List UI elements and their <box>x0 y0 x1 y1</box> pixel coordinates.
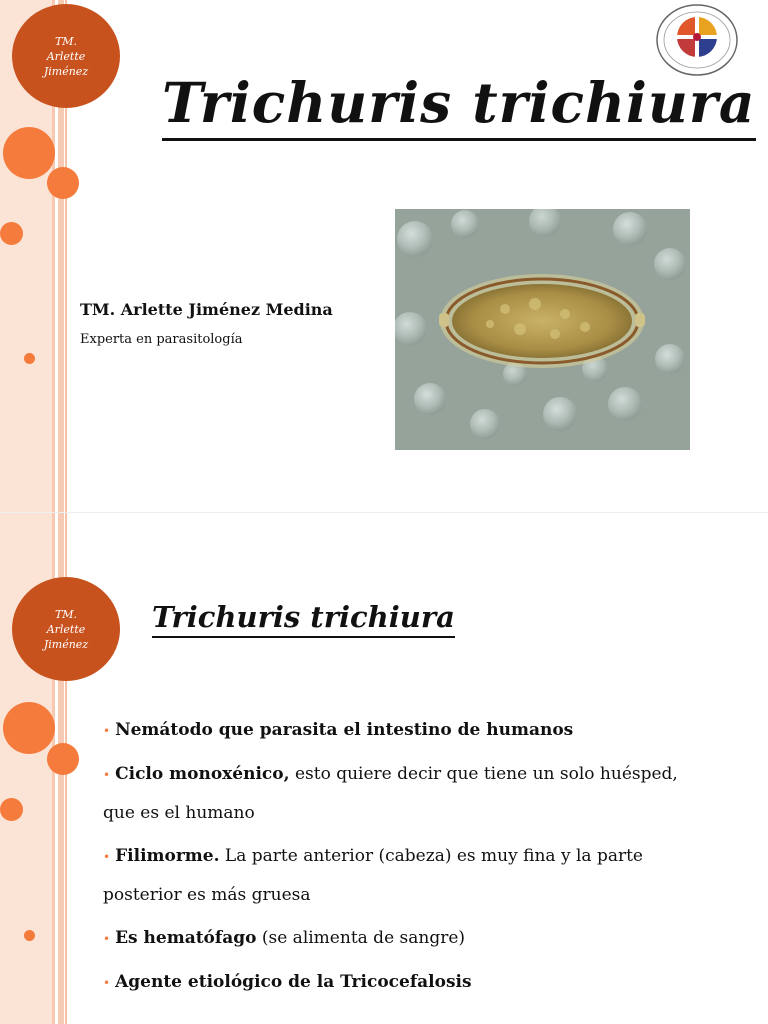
badge-line: Arlette <box>46 622 86 636</box>
bullet-bold: Ciclo monoxénico, <box>115 764 290 784</box>
badge-line: Arlette <box>46 49 86 63</box>
bullet-dot-icon: • <box>103 724 111 738</box>
bullet-list <box>103 711 703 1007</box>
badge-line: Jiménez <box>43 637 89 651</box>
author-badge <box>12 577 120 681</box>
bullet-text: esto quiere decir que tiene un solo huésped, que es el humano <box>103 764 678 823</box>
bullet-bold: Nemátodo que parasita el intestino de humanos <box>115 720 574 740</box>
decor-dot <box>0 798 23 821</box>
bullet-bold: Es hematófago <box>115 928 257 948</box>
bullet-dot-icon: • <box>103 850 111 864</box>
list-item <box>103 755 703 832</box>
bullet-bold: Agente etiológico de la Tricocefalosis <box>115 972 472 992</box>
decor-dot <box>0 222 23 245</box>
decor-dot <box>24 353 35 364</box>
list-item <box>103 711 703 750</box>
badge-line: TM. <box>54 34 78 48</box>
author-name: TM. Arlette Jiménez Medina <box>80 300 333 319</box>
badge-line: Jiménez <box>43 64 89 78</box>
decor-dot <box>47 167 79 199</box>
bullet-dot-icon: • <box>103 768 111 782</box>
decor-dot <box>24 930 35 941</box>
decor-dot <box>3 702 55 754</box>
decor-dot <box>47 743 79 775</box>
bullet-text: (se alimenta de sangre) <box>256 928 466 948</box>
slide-title: Trichuris trichiura <box>162 70 756 141</box>
slide-title: Trichuris trichiura <box>152 599 455 638</box>
author-role: Experta en parasitología <box>80 332 243 347</box>
bullet-dot-icon: • <box>103 932 111 946</box>
bullet-bold: Filimorme. <box>115 846 220 866</box>
decor-dot <box>3 127 55 179</box>
micrograph-image <box>395 209 690 450</box>
university-seal-icon <box>654 3 740 77</box>
bullet-text: La parte anterior (cabeza) es muy fina y la parte posterior es más gruesa <box>103 846 643 905</box>
list-item <box>103 963 703 1002</box>
list-item <box>103 919 703 958</box>
list-item <box>103 837 703 914</box>
badge-line: TM. <box>54 607 78 621</box>
slide-2 <box>0 512 768 1024</box>
bullet-dot-icon: • <box>103 976 111 990</box>
author-badge <box>12 4 120 108</box>
